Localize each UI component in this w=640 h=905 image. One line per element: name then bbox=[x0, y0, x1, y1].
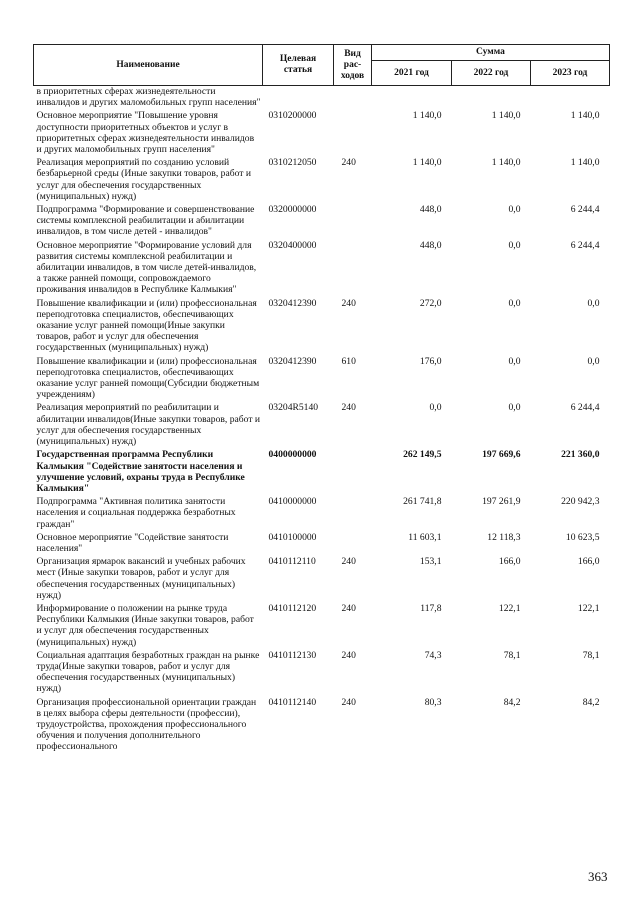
header-sum: Сумма bbox=[372, 45, 610, 61]
cell-sum-2022: 0,0 bbox=[508, 355, 521, 367]
cell-sum-2023: 220 942,3 bbox=[561, 496, 600, 508]
cell-sum-2021: 11 603,1 bbox=[408, 531, 442, 543]
cell-name: Организация ярмарок вакансий и учебных рабочих мест (Иные закупки товаров, работ и услуг для обеспечения государственных (муниципальных) нужд) bbox=[36, 556, 246, 601]
cell-expense-type: 240 bbox=[341, 556, 356, 568]
cell-sum-2023: 6 244,4 bbox=[570, 239, 600, 251]
cell-sum-2022: 166,0 bbox=[498, 556, 521, 568]
table-row bbox=[34, 556, 610, 603]
cell-sum-2023: 0,0 bbox=[587, 297, 600, 309]
cell-name: Реализация мероприятий по реабилитации и абилитации инвалидов(Иные закупки товаров, работ и услуг для обеспечения государственных (муниципальных) нужд) bbox=[36, 402, 261, 448]
cell-expense-type: 240 bbox=[341, 157, 356, 169]
cell-sum-2022: 122,1 bbox=[498, 602, 521, 614]
cell-name: Основное мероприятие "Формирование условий для развития системы комплексной реабилитации и абилитации инвалидов, в том числе детей-инвалидов, а также ранней помощи, сопровождаемого проживания инвалидов в Республике Калмыкия" bbox=[36, 239, 257, 296]
table-row bbox=[34, 356, 610, 403]
cell-sum-2022: 0,0 bbox=[508, 204, 521, 216]
cell-sum-2022: 1 140,0 bbox=[491, 110, 521, 122]
cell-expense-type bbox=[334, 110, 372, 157]
table-row bbox=[34, 86, 610, 111]
cell-expense-type bbox=[334, 449, 372, 496]
cell-sum-2021: 153,1 bbox=[419, 556, 442, 568]
table-row bbox=[34, 532, 610, 556]
cell-sum-2022: 78,1 bbox=[503, 649, 521, 661]
cell-sum-2021: 1 140,0 bbox=[412, 157, 442, 169]
cell-sum-2022: 0,0 bbox=[508, 239, 521, 251]
cell-expense-type bbox=[334, 204, 372, 240]
cell-sum-2023: 6 244,4 bbox=[570, 402, 600, 414]
cell-name: Организация профессиональной ориентации граждан в целях выбора сферы деятельности (профессии), трудоустройства, прохождения профессионального обучения и получения дополнительного профессионального bbox=[36, 696, 257, 753]
cell-expense-type: 240 bbox=[341, 649, 356, 661]
cell-sum-2021: 80,3 bbox=[424, 696, 442, 708]
cell-sum-2022: 0,0 bbox=[508, 297, 521, 309]
cell-target-article: 0410000000 bbox=[268, 496, 317, 508]
table-row bbox=[34, 157, 610, 204]
cell-sum-2023: 122,1 bbox=[577, 602, 600, 614]
cell-expense-type: 610 bbox=[341, 355, 356, 367]
cell-sum-2023: 166,0 bbox=[577, 556, 600, 568]
header-year-2022: 2022 год bbox=[452, 61, 531, 86]
cell-sum-2023: 84,2 bbox=[582, 696, 600, 708]
table-body bbox=[34, 86, 610, 755]
cell-expense-type bbox=[334, 240, 372, 298]
cell-sum-2023: 1 140,0 bbox=[570, 157, 600, 169]
cell-sum-2021: 262 149,5 bbox=[403, 449, 442, 461]
cell-sum-2023: 0,0 bbox=[587, 355, 600, 367]
cell-target-article: 03204R5140 bbox=[268, 402, 319, 414]
page-number: 363 bbox=[588, 869, 608, 884]
cell-sum-2022: 12 118,3 bbox=[487, 531, 521, 543]
cell-target-article: 0310212050 bbox=[268, 157, 317, 169]
cell-target-article: 0320000000 bbox=[268, 204, 317, 216]
cell-name: Основное мероприятие "Содействие занятости населения" bbox=[36, 531, 229, 554]
cell-name: Основное мероприятие "Повышение уровня доступности приоритетных объектов и услуг в приоритетных сферах жизнедеятельности инвалидов и других маломобильных групп населения" bbox=[36, 110, 255, 156]
header-target-article: Целевая статья bbox=[263, 45, 334, 86]
table-row bbox=[34, 240, 610, 298]
cell-expense-type: 240 bbox=[341, 297, 356, 309]
cell-target-article: 0410112130 bbox=[268, 649, 317, 661]
cell-sum-2021: 117,8 bbox=[420, 602, 442, 614]
header-year-2023: 2023 год bbox=[531, 61, 610, 86]
cell-expense-type bbox=[334, 86, 372, 111]
cell-target-article: 0320412390 bbox=[268, 355, 317, 367]
cell-sum-2022 bbox=[452, 86, 531, 111]
cell-sum-2021: 261 741,8 bbox=[403, 496, 442, 508]
cell-sum-2023: 10 623,5 bbox=[565, 531, 600, 543]
cell-expense-type bbox=[334, 532, 372, 556]
cell-name: Социальная адаптация безработных граждан на рынке труда(Иные закупки товаров, работ и услуг для обеспечения государственных (муниципальных) нужд) bbox=[36, 649, 260, 695]
cell-sum-2023: 221 360,0 bbox=[561, 449, 600, 461]
header-name: Наименование bbox=[34, 45, 263, 86]
cell-sum-2021: 272,0 bbox=[419, 297, 442, 309]
table-row bbox=[34, 402, 610, 449]
table-row bbox=[34, 496, 610, 532]
cell-target-article: 0310200000 bbox=[268, 110, 317, 122]
cell-sum-2021: 74,3 bbox=[424, 649, 442, 661]
cell-name: Повышение квалификации и (или) профессиональная переподготовка специалистов, обеспечивающих оказание услуг ранней помощи(Субсидии бюджетным учреждениям) bbox=[36, 355, 260, 401]
cell-name: Подпрограмма "Формирование и совершенствование системы комплексной реабилитации и абилитации инвалидов, в том числе детей - инвалидов" bbox=[36, 204, 255, 238]
cell-expense-type bbox=[334, 496, 372, 532]
cell-expense-type: 240 bbox=[341, 602, 356, 614]
cell-name: Подпрограмма "Активная политика занятости населения и социальная поддержка безработных граждан" bbox=[36, 496, 236, 530]
cell-sum-2022: 1 140,0 bbox=[491, 157, 521, 169]
cell-sum-2021 bbox=[372, 86, 452, 111]
table-row bbox=[34, 110, 610, 157]
cell-target-article: 0410112110 bbox=[268, 556, 316, 568]
cell-sum-2021: 1 140,0 bbox=[412, 110, 442, 122]
table-row bbox=[34, 603, 610, 650]
table-row bbox=[34, 204, 610, 240]
cell-sum-2021: 0,0 bbox=[429, 402, 442, 414]
header-year-2021: 2021 год bbox=[372, 61, 452, 86]
cell-target-article: 0410112140 bbox=[268, 696, 317, 708]
budget-table-section bbox=[33, 44, 609, 755]
cell-sum-2022: 197 669,6 bbox=[482, 449, 521, 461]
table-row bbox=[34, 298, 610, 356]
cell-sum-2023: 6 244,4 bbox=[570, 204, 600, 216]
table-row bbox=[34, 449, 610, 496]
cell-sum-2023: 1 140,0 bbox=[570, 110, 600, 122]
cell-sum-2022: 0,0 bbox=[508, 402, 521, 414]
cell-sum-2021: 448,0 bbox=[419, 239, 442, 251]
table-row bbox=[34, 697, 610, 755]
cell-target-article: 0400000000 bbox=[268, 449, 317, 461]
cell-name: Реализация мероприятий по созданию условий безбарьерной среды (Иные закупки товаров, работ и услуг для обеспечения государственных (муниципальных) нужд) bbox=[36, 157, 251, 202]
cell-sum-2022: 197 261,9 bbox=[482, 496, 521, 508]
cell-expense-type: 240 bbox=[341, 696, 356, 708]
cell-name: Информирование о положении на рынке труда Республики Калмыкия (Иные закупки товаров, работ и услуг для обеспечения государственных (муниципальных) нужд) bbox=[36, 602, 254, 648]
cell-target-article: 0410112120 bbox=[268, 602, 317, 614]
cell-target-article bbox=[263, 86, 334, 111]
cell-expense-type: 240 bbox=[341, 402, 356, 414]
cell-target-article: 0320412390 bbox=[268, 297, 317, 309]
cell-name: Повышение квалификации и (или) профессиональная переподготовка специалистов, обеспечивающих оказание услуг ранней помощи(Иные закупки товаров, работ и услуг для обеспечения государственных (муниципальных) нужд) bbox=[36, 297, 257, 354]
cell-target-article: 0320400000 bbox=[268, 239, 317, 251]
cell-name: Государственная программа Республики Калмыкия "Содействие занятости населения и улучшение условий, охраны труда в Республике Калмыкия" bbox=[36, 449, 245, 494]
cell-sum-2022: 84,2 bbox=[503, 696, 521, 708]
cell-sum-2023: 78,1 bbox=[582, 649, 600, 661]
cell-sum-2023 bbox=[531, 86, 610, 111]
budget-table bbox=[33, 44, 610, 755]
header-expense-type: Вид рас-ходов bbox=[334, 45, 372, 86]
cell-sum-2021: 448,0 bbox=[419, 204, 442, 216]
table-row bbox=[34, 650, 610, 697]
table-header bbox=[34, 45, 610, 86]
cell-sum-2021: 176,0 bbox=[419, 355, 442, 367]
cell-name: в приоритетных сферах жизнедеятельности инвалидов и других маломобильных групп населения" bbox=[36, 86, 261, 109]
cell-target-article: 0410100000 bbox=[268, 531, 317, 543]
